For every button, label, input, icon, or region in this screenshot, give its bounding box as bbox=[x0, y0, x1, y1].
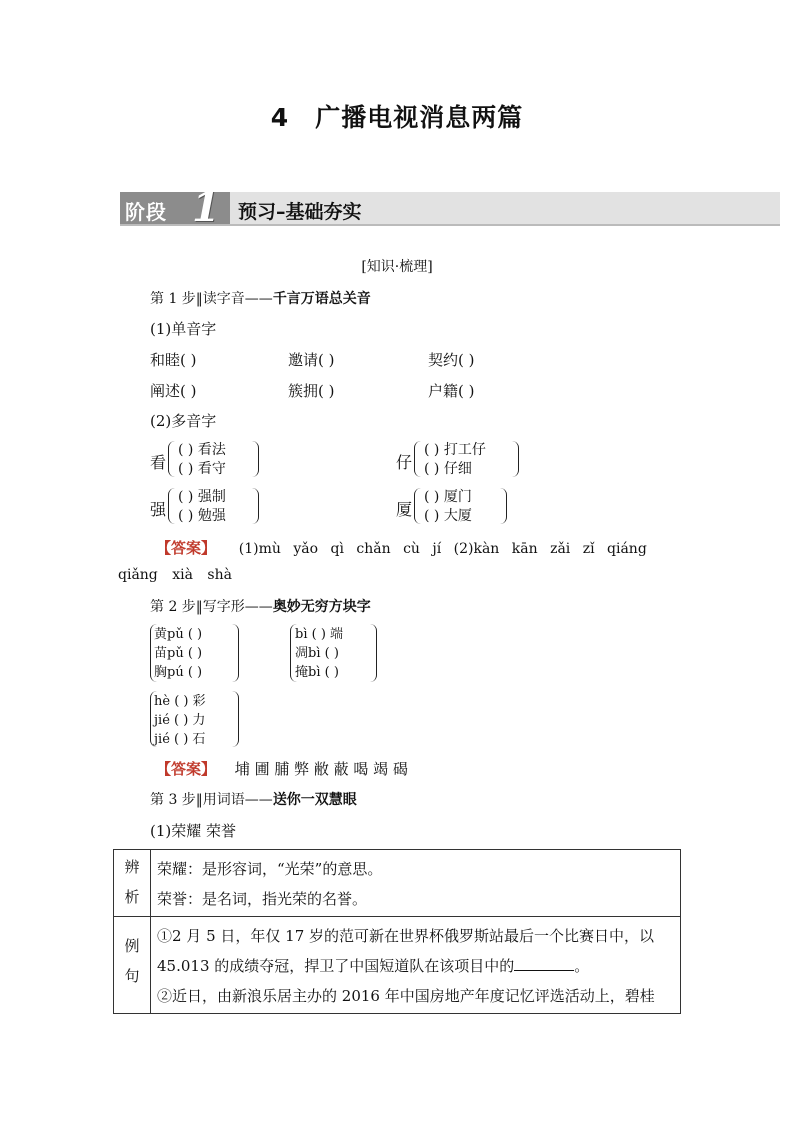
label-char: 例 bbox=[124, 937, 140, 955]
label-char: 析 bbox=[124, 888, 140, 906]
step3-bold: 送你一双慧眼 bbox=[272, 792, 357, 808]
word-analysis-table bbox=[113, 849, 681, 1014]
answer-label: 【答案】 bbox=[156, 760, 217, 778]
step1-heading bbox=[150, 288, 371, 308]
right-brace bbox=[512, 441, 519, 477]
glyph-line: 凋bì ( ) bbox=[295, 646, 339, 661]
glyph-line: bì ( ) 端 bbox=[295, 627, 344, 642]
step1-bold: 千言万语总关音 bbox=[272, 291, 371, 307]
stage-banner bbox=[120, 184, 780, 231]
multi-line: ( ) 看法 bbox=[178, 442, 226, 458]
single-item: 邀请( ) bbox=[288, 351, 335, 369]
multi-char: 看 bbox=[150, 453, 167, 472]
answer1-line2: qiǎng xià shà bbox=[118, 567, 232, 583]
glyph-line: 黄pǔ ( ) bbox=[154, 627, 203, 642]
multi-line: ( ) 仔细 bbox=[424, 461, 472, 477]
right-brace bbox=[252, 441, 259, 477]
single-item: 和睦( ) bbox=[150, 351, 197, 369]
glyph-line: 胸pú ( ) bbox=[154, 665, 203, 680]
table-row bbox=[114, 917, 681, 1014]
analysis-label-cell bbox=[114, 850, 151, 917]
multi-line: ( ) 厦门 bbox=[424, 489, 472, 505]
right-brace bbox=[232, 624, 239, 682]
multi-line: ( ) 强制 bbox=[178, 489, 226, 505]
stage-tag bbox=[120, 184, 230, 231]
step2-label: 第 2 步‖写字形—— bbox=[150, 599, 273, 615]
multi-heading: (2)多音字 bbox=[150, 412, 217, 430]
multi-char: 厦 bbox=[396, 500, 413, 519]
single-item: 契约( ) bbox=[428, 351, 475, 369]
multi-char: 仔 bbox=[396, 453, 413, 472]
example-line bbox=[157, 951, 674, 981]
glyph-line: jié ( ) 力 bbox=[154, 713, 206, 728]
analysis-cell bbox=[151, 850, 681, 917]
answer-label: 【答案】 bbox=[156, 539, 217, 557]
label-char: 句 bbox=[124, 967, 140, 985]
right-brace bbox=[370, 624, 377, 682]
multi-line: ( ) 大厦 bbox=[424, 508, 472, 524]
single-item: 簇拥( ) bbox=[288, 382, 335, 400]
glyph-line: jié ( ) 石 bbox=[154, 732, 206, 747]
analysis-line: 荣誉：是名词，指光荣的名誉。 bbox=[157, 890, 368, 908]
example-line: ①2 月 5 日，年仅 17 岁的范可新在世界杯俄罗斯站最后一个比赛日中，以 bbox=[157, 927, 655, 945]
stage-label: 阶段 bbox=[125, 200, 167, 224]
answer2-text: 埔 圃 脯 弊 敝 蔽 喝 竭 碣 bbox=[234, 760, 408, 778]
step2-bold: 奥妙无穷方块字 bbox=[272, 599, 371, 615]
left-brace bbox=[168, 441, 175, 477]
right-brace bbox=[252, 488, 259, 524]
glyph-line: 苗pǔ ( ) bbox=[154, 646, 203, 661]
multi-line: ( ) 看守 bbox=[178, 461, 226, 477]
right-brace bbox=[500, 488, 507, 524]
glyph-line: 掩bì ( ) bbox=[295, 665, 339, 680]
left-brace bbox=[168, 488, 175, 524]
glyph-line: hè ( ) 彩 bbox=[154, 694, 206, 709]
multi-char: 强 bbox=[150, 500, 167, 519]
answer1 bbox=[156, 537, 647, 558]
page-title bbox=[0, 98, 794, 134]
single-heading: (1)单音字 bbox=[150, 320, 217, 338]
example-text: 45.013 的成绩夺冠，捍卫了中国短道队在该项目中的 bbox=[157, 957, 515, 975]
example-label-cell bbox=[114, 917, 151, 1014]
answer1-line1: (1)mù yǎo qì chǎn cù jí (2)kàn kān zǎi zǐ qiáng bbox=[238, 541, 647, 557]
multi-line: ( ) 勉强 bbox=[178, 508, 226, 524]
answer2 bbox=[156, 758, 408, 779]
right-brace bbox=[232, 691, 239, 747]
example-line: ②近日，由新浪乐居主办的 2016 年中国房地产年度记忆评选活动上，碧桂 bbox=[157, 987, 655, 1005]
left-brace bbox=[414, 488, 421, 524]
example-cell bbox=[151, 917, 681, 1014]
single-item: 户籍( ) bbox=[428, 382, 475, 400]
step3-heading bbox=[150, 789, 357, 809]
label-char: 辨 bbox=[124, 858, 140, 876]
analysis-line: 荣耀：是形容词，“光荣”的意思。 bbox=[157, 860, 383, 878]
multi-line: ( ) 打工仔 bbox=[424, 442, 486, 458]
fill-blank bbox=[514, 956, 574, 971]
single-item: 阐述( ) bbox=[150, 382, 197, 400]
stage-title: 预习–基础夯实 bbox=[238, 201, 362, 223]
word-pair-heading: (1)荣耀 荣誉 bbox=[150, 822, 237, 840]
step2-heading bbox=[150, 596, 371, 616]
table-row bbox=[114, 850, 681, 917]
example-text: 。 bbox=[574, 957, 590, 975]
stage-number: 1 bbox=[192, 184, 220, 231]
step3-label: 第 3 步‖用词语—— bbox=[150, 792, 273, 808]
step1-label: 第 1 步‖读字音—— bbox=[150, 291, 273, 307]
section-heading: [知识·梳理] bbox=[361, 259, 433, 275]
lesson-title: 广播电视消息两篇 bbox=[315, 103, 524, 132]
left-brace bbox=[414, 441, 421, 477]
lesson-number: 4 bbox=[270, 103, 290, 132]
